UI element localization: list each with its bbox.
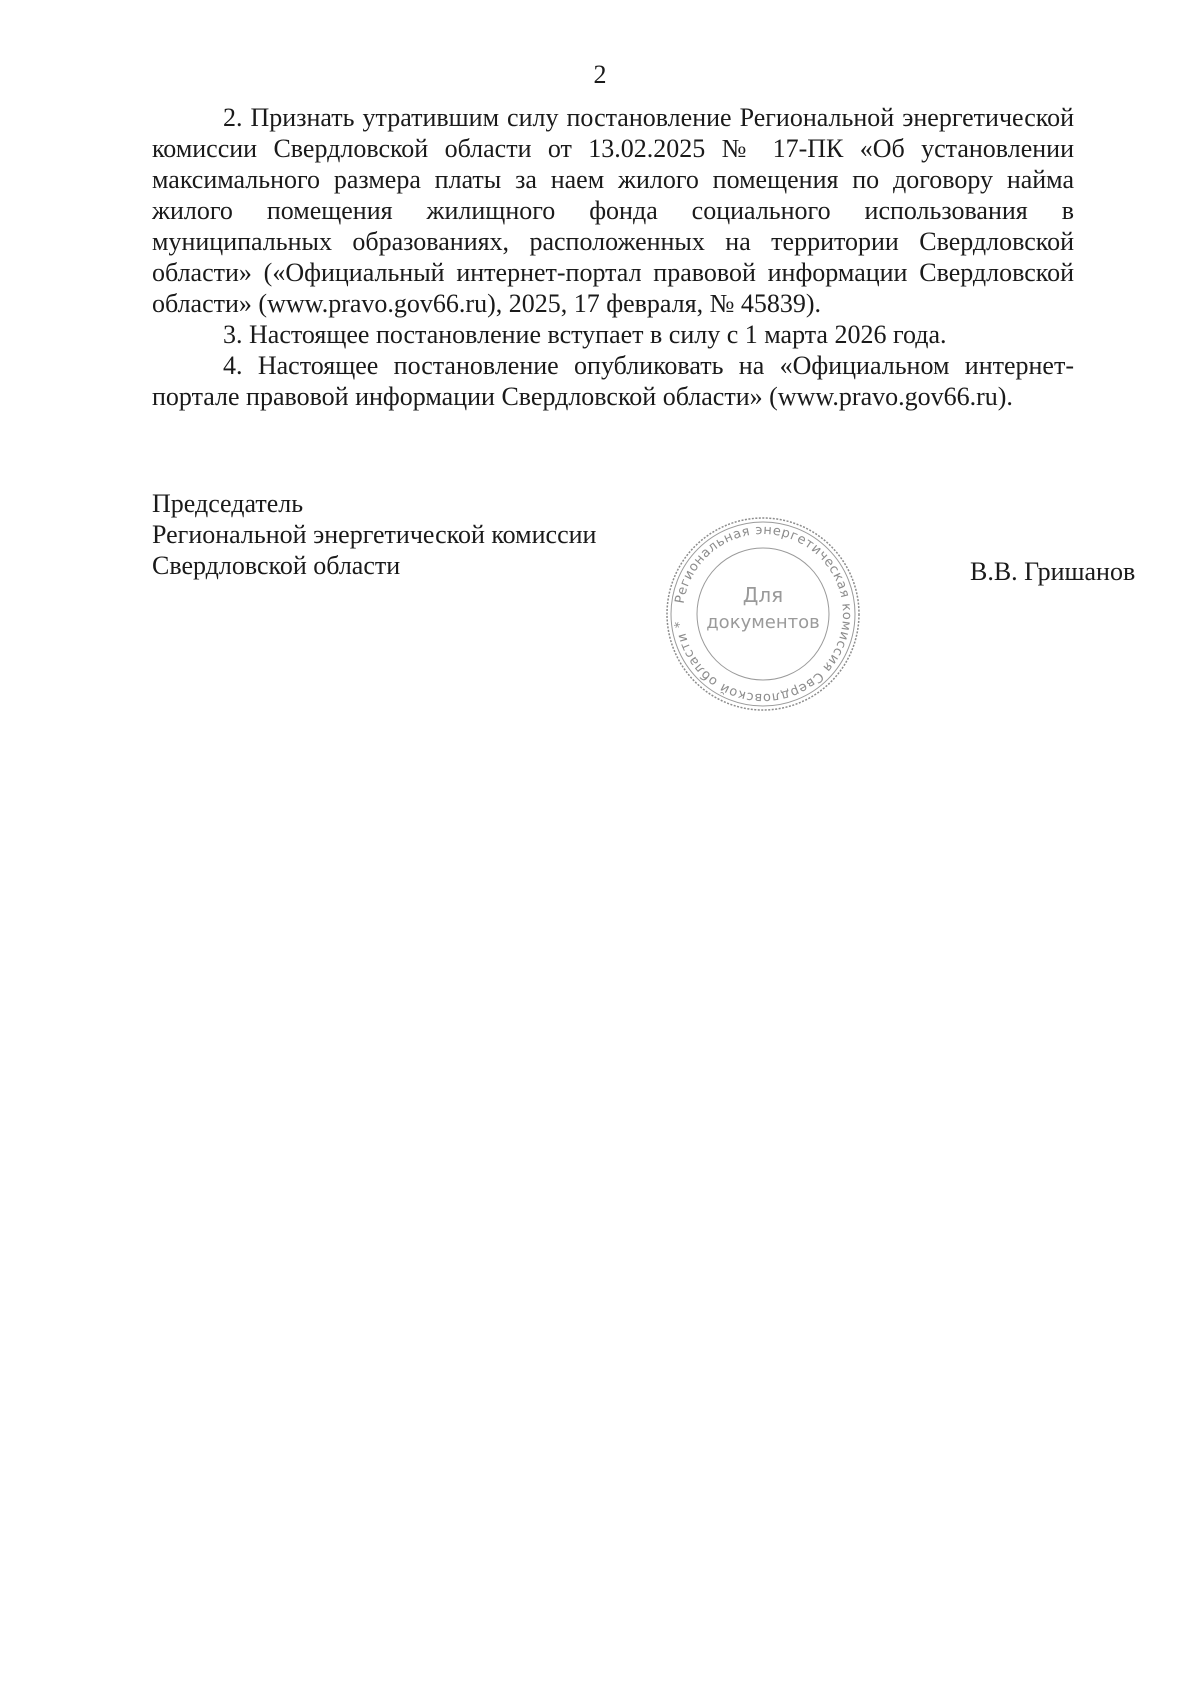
signer-name: В.В. Гришанов [970,557,1136,586]
stamp-seal-icon [663,514,863,714]
signature-position-line-2: Региональной энергетической комиссии [152,520,597,549]
stamp-ring-text: Региональная энергетическая комиссия Свердловской области * [672,522,855,706]
stamp-center-line-1: Для [742,583,784,607]
official-stamp [663,514,863,714]
paragraph-3: 3. Настоящее постановление вступает в силу с 1 марта 2026 года. [223,320,947,349]
stamp-center-line-2: документов [706,612,820,633]
paragraph-4: 4. Настоящее постановление опубликовать на «Официальном интернет-портале правовой информации Свердловской области» (www.pravo.gov66.ru). [152,351,1074,411]
signature-position-line-1: Председатель [152,489,304,518]
document-body [152,102,1074,412]
paragraph-2: 2. Признать утратившим силу постановление Региональной энергетической комиссии Свердловской области от 13.02.2025 № 17-ПК «Об установлении максимального размера платы за наем жилого помещения по договору найма жилого помещения жилищного фонда социального использования в муниципальных образованиях, расположенных на территории Свердловской области» («Официальный интернет-портал правовой информации Свердловской области» (www.pravo.gov66.ru), 2025, 17 февраля, № 45839). [152,103,1074,318]
page-number: 2 [593,60,607,89]
signature-block [152,488,596,581]
signature-position-line-3: Свердловской области [152,551,401,580]
